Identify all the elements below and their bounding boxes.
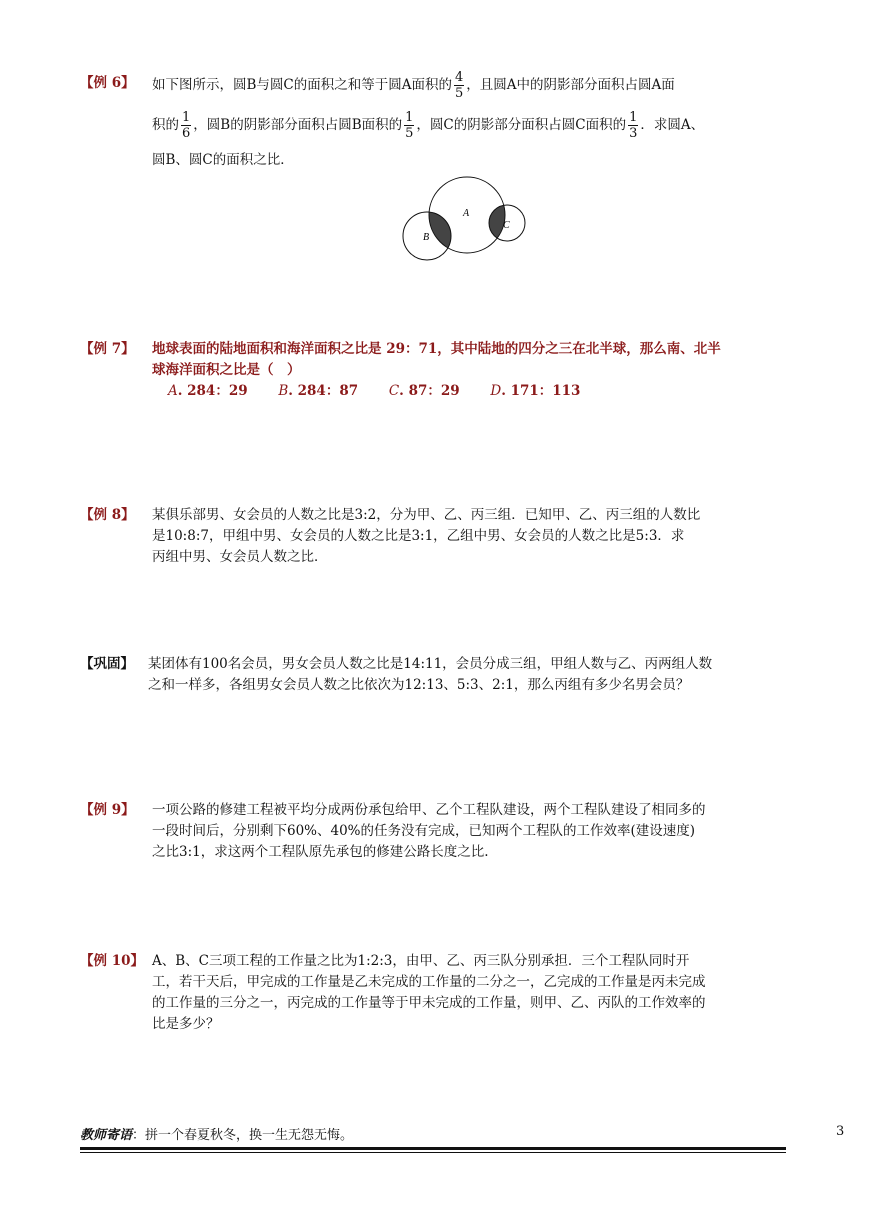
example-10-line-3: 的工作量的三分之一，丙完成的工作量等于甲未完成的工作量，则甲、乙、丙队的工作效率的 — [152, 995, 706, 1011]
option-a: A. 284：29 — [168, 383, 248, 399]
example-8-line-3: 丙组中男、女会员人数之比． — [152, 549, 328, 565]
label-c: C — [503, 220, 510, 231]
example-8-line-1: 某俱乐部男、女会员的人数之比是3:2，分为甲、乙、丙三组．已知甲、乙、丙三组的人数比 — [152, 507, 701, 523]
example-9 — [80, 800, 790, 863]
example-10-line-1: A、B、C三项工程的工作量之比为1:2:3，由甲、乙、丙三队分别承担．三个工程队同时开 — [152, 953, 690, 969]
example-6 — [80, 70, 790, 171]
label-b: B — [423, 232, 430, 243]
example-9-line-3: 之比3:1，求这两个工程队原先承包的修建公路长度之比. — [152, 844, 489, 860]
example-7 — [80, 339, 790, 402]
fraction-1-6: $\frac{1}{6}$ — [182, 110, 191, 141]
example-10-line-2: 工，若干天后，甲完成的工作量是乙未完成的工作量的二分之一，乙完成的工作量是丙未完成 — [152, 974, 706, 990]
page-number: 3 — [836, 1124, 845, 1139]
example-6-line-1: 如下图所示，圆B与圆C的面积之和等于圆A面积的 $\frac{4}{5}$ ，且圆A中的阴影部分面积占圆A面 — [152, 70, 675, 101]
footer-text: ：拼一个春夏秋冬，换一生无怨无悔。 — [132, 1128, 354, 1143]
circles-figure — [395, 173, 530, 263]
label-a: A — [463, 208, 470, 219]
example-6-line-2: 积的 $\frac{1}{6}$ ，圆B的阴影部分面积占圆B面积的 $\frac{1}{5}$ ，圆C的阴影部分面积占圆C面积的 $\frac{1}{3}$ ．求圆A、 — [152, 110, 705, 141]
example-8 — [80, 505, 790, 568]
fraction-1-3: $\frac{1}{3}$ — [629, 110, 638, 141]
example-10 — [80, 951, 790, 1035]
example-6-tag: 【例 6】 — [80, 75, 135, 91]
example-7-line-1: 地球表面的陆地面积和海洋面积之比是 29：71，其中陆地的四分之三在北半球，那么南、北半 — [152, 341, 721, 357]
consolidation-line-2: 之和一样多，各组男女会员人数之比依次为12:13、5:3、2:1，那么丙组有多少名男会员？ — [148, 677, 690, 693]
example-7-options — [168, 381, 790, 402]
example-8-tag: 【例 8】 — [80, 507, 135, 523]
example-7-line-2: 球海洋面积之比是（ ） — [152, 362, 301, 378]
example-9-line-1: 一项公路的修建工程被平均分成两份承包给甲、乙个工程队建设，两个工程队建设了相同多的 — [152, 802, 706, 818]
footer-label: 教师寄语 — [80, 1128, 133, 1143]
footer-rule-thin — [80, 1152, 786, 1153]
option-b: B. 284：87 — [278, 383, 359, 399]
example-8-line-2: 是10:8:7，甲组中男、女会员的人数之比是3:1，乙组中男、女会员的人数之比是5:3．求 — [152, 528, 685, 544]
example-9-tag: 【例 9】 — [80, 802, 135, 818]
consolidation-tag: 【巩固】 — [80, 656, 134, 672]
example-6-line-3: 圆B、圆C的面积之比． — [152, 152, 294, 168]
consolidation-line-1: 某团体有100名会员，男女会员人数之比是14:11，会员分成三组，甲组人数与乙、丙两组人数 — [148, 656, 713, 672]
option-c: C. 87：29 — [388, 383, 460, 399]
option-d: D. 171：113 — [490, 383, 581, 399]
fraction-4-5: $\frac{4}{5}$ — [455, 70, 464, 101]
example-7-tag: 【例 7】 — [80, 341, 135, 357]
consolidation — [80, 654, 790, 696]
footer — [80, 1124, 353, 1143]
example-10-line-4: 比是多少？ — [152, 1016, 220, 1032]
footer-rule-thick — [80, 1147, 786, 1150]
fraction-1-5: $\frac{1}{5}$ — [405, 110, 414, 141]
example-9-line-2: 一段时间后，分别剩下60%、40%的任务没有完成，已知两个工程队的工作效率(建设速度) — [152, 823, 696, 839]
example-10-tag: 【例 10】 — [80, 953, 144, 969]
